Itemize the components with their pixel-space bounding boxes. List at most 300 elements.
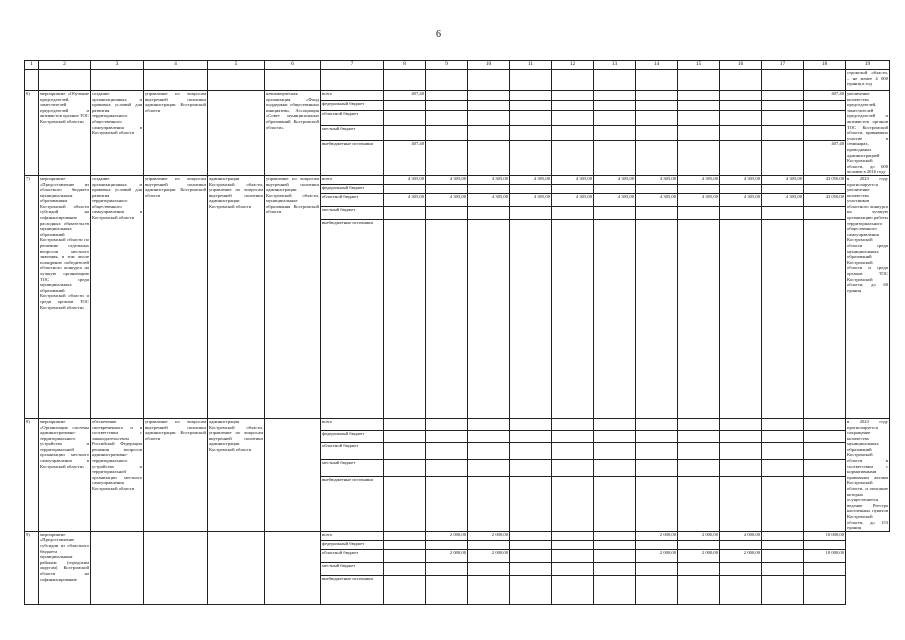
column-number: 8	[384, 61, 426, 70]
amount-cell	[510, 575, 552, 604]
amount-cell	[384, 575, 426, 604]
empty-cell	[762, 70, 804, 91]
amount-cell	[426, 184, 468, 193]
column-number: 14	[636, 61, 678, 70]
funding-source: федеральный бюджет	[321, 540, 384, 549]
amount-cell	[426, 540, 468, 549]
amount-cell: 2 000,00	[720, 531, 762, 540]
recipient: управление по вопросам внутренней политики администрации Костромской области, муниципальные образования Костромской области	[265, 175, 321, 418]
amount-cell	[426, 140, 468, 175]
amount-cell	[384, 549, 426, 562]
amount-cell: 4 305,00	[678, 175, 720, 184]
amount-cell: 4 305,00	[384, 193, 426, 206]
amount-cell	[636, 184, 678, 193]
amount-cell	[384, 418, 426, 430]
column-number: 5	[208, 61, 265, 70]
empty-cell	[144, 70, 208, 91]
amount-cell	[594, 126, 636, 141]
amount-cell: 2 000,00	[678, 549, 720, 562]
amount-cell	[426, 477, 468, 532]
amount-cell: 407,40	[384, 91, 426, 101]
amount-cell	[426, 219, 468, 418]
amount-cell	[510, 184, 552, 193]
amount-cell	[678, 418, 720, 430]
amount-cell	[804, 575, 846, 604]
amount-cell	[678, 111, 720, 126]
measure-name: мероприятие «Предоставление из областного бюджета муниципальным образованиям Костромской области субсидий на софинансирование расходных обязательств муниципальных образований Костромской области по решению отдельных вопросов местного значения, в том числе поощрение победителей областного конкурса на лучшую организацию ТОС среди муниципальных образований Костромской области и среди органов ТОС Костромской области»	[39, 175, 91, 418]
amount-cell	[426, 418, 468, 430]
amount-cell	[594, 442, 636, 459]
amount-cell	[594, 101, 636, 111]
amount-cell	[468, 460, 510, 477]
amount-cell	[636, 477, 678, 532]
measure-goal: обеспечение своевременного и в соответствии с законодательством Российской Федерации решения вопросов административно-территориального устройства и территориальной организации местного самоуправления Костромской области	[91, 418, 144, 531]
amount-cell	[762, 206, 804, 219]
amount-cell	[384, 126, 426, 141]
executor: управление по вопросам внутренней политики администрации Костромской области	[144, 418, 208, 531]
column-number: 3	[91, 61, 144, 70]
row7-line	[25, 175, 890, 184]
column-number: 17	[762, 61, 804, 70]
amount-cell	[804, 126, 846, 141]
amount-cell	[636, 91, 678, 101]
amount-cell	[384, 460, 426, 477]
amount-cell	[678, 184, 720, 193]
amount-cell	[636, 111, 678, 126]
funding-source: внебюджетные источники	[321, 575, 384, 604]
program-table	[24, 60, 890, 605]
amount-cell: 10 000,00	[804, 549, 846, 562]
amount-cell	[762, 418, 804, 430]
amount-cell	[510, 219, 552, 418]
funding-source: всего	[321, 531, 384, 540]
amount-cell	[678, 126, 720, 141]
expected-result: в 2023 году прогнозируется увеличение количества участников областного конкурса на лучшую организацию работы территориального общественного самоуправления Костромской области среди муниципальных образований Костромской области и среди органов ТОС Костромской области, до 60 единиц	[846, 175, 890, 418]
amount-cell	[762, 540, 804, 549]
amount-cell: 2 000,00	[720, 549, 762, 562]
amount-cell	[678, 101, 720, 111]
amount-cell	[678, 219, 720, 418]
amount-cell	[552, 575, 594, 604]
amount-cell	[804, 477, 846, 532]
amount-cell	[762, 111, 804, 126]
amount-cell	[762, 430, 804, 442]
empty-cell	[265, 70, 321, 91]
amount-cell	[510, 442, 552, 459]
amount-cell	[510, 460, 552, 477]
executor: управление по вопросам внутренней политики администрации Костромской области	[144, 91, 208, 176]
amount-cell	[552, 91, 594, 101]
column-number: 16	[720, 61, 762, 70]
amount-cell: 2 000,00	[468, 549, 510, 562]
funding-source: федеральный бюджет	[321, 184, 384, 193]
amount-cell	[720, 101, 762, 111]
empty-cell	[208, 70, 265, 91]
amount-cell	[594, 549, 636, 562]
amount-cell	[678, 430, 720, 442]
funding-source: местный бюджет	[321, 206, 384, 219]
amount-cell	[510, 206, 552, 219]
amount-cell	[678, 562, 720, 575]
amount-cell	[678, 442, 720, 459]
amount-cell	[720, 575, 762, 604]
amount-cell	[426, 575, 468, 604]
amount-cell	[678, 140, 720, 175]
amount-cell: 4 305,00	[720, 193, 762, 206]
amount-cell	[720, 418, 762, 430]
amount-cell	[636, 140, 678, 175]
funding-source: областной бюджет	[321, 111, 384, 126]
amount-cell	[762, 101, 804, 111]
amount-cell: 4 305,00	[678, 193, 720, 206]
amount-cell	[804, 540, 846, 549]
amount-cell: 4 305,00	[426, 193, 468, 206]
amount-cell	[762, 140, 804, 175]
amount-cell	[678, 91, 720, 101]
column-number: 12	[552, 61, 594, 70]
amount-cell	[594, 562, 636, 575]
amount-cell: 4 305,00	[636, 193, 678, 206]
measure-name: мероприятие «Обучение председателей, заместителей председателей и активистов органов ТОС Костромской области»	[39, 91, 91, 176]
amount-cell	[762, 460, 804, 477]
column-number: 6	[265, 61, 321, 70]
amount-cell	[468, 111, 510, 126]
amount-cell: 4 305,00	[552, 193, 594, 206]
amount-cell	[468, 206, 510, 219]
amount-cell	[804, 184, 846, 193]
amount-cell	[426, 101, 468, 111]
amount-cell	[384, 531, 426, 540]
amount-cell	[594, 540, 636, 549]
amount-cell	[762, 477, 804, 532]
coexecutor	[208, 531, 265, 604]
amount-cell	[636, 101, 678, 111]
empty-cell	[426, 70, 468, 91]
amount-cell	[384, 442, 426, 459]
amount-cell	[762, 575, 804, 604]
empty-cell	[594, 70, 636, 91]
column-number: 7	[321, 61, 384, 70]
amount-cell: 10 000,00	[804, 531, 846, 540]
amount-cell: 2 000,00	[426, 531, 468, 540]
amount-cell	[510, 140, 552, 175]
funding-source: федеральный бюджет	[321, 101, 384, 111]
empty-cell	[25, 70, 39, 91]
empty-cell	[720, 70, 762, 91]
empty-cell	[91, 70, 144, 91]
amount-cell	[804, 430, 846, 442]
funding-source: местный бюджет	[321, 126, 384, 141]
amount-cell	[678, 477, 720, 532]
amount-cell: 2 000,00	[636, 549, 678, 562]
funding-source: внебюджетные источники	[321, 140, 384, 175]
amount-cell	[594, 460, 636, 477]
amount-cell	[594, 219, 636, 418]
amount-cell	[762, 219, 804, 418]
amount-cell: 2 000,00	[468, 531, 510, 540]
amount-cell	[720, 477, 762, 532]
amount-cell	[594, 418, 636, 430]
amount-cell	[720, 140, 762, 175]
amount-cell	[804, 101, 846, 111]
amount-cell	[468, 540, 510, 549]
column-number: 18	[804, 61, 846, 70]
amount-cell	[594, 184, 636, 193]
amount-cell	[468, 91, 510, 101]
amount-cell	[594, 477, 636, 532]
amount-cell	[678, 460, 720, 477]
amount-cell	[510, 531, 552, 540]
amount-cell: 407,40	[804, 140, 846, 175]
coexecutor	[208, 91, 265, 176]
column-number: 11	[510, 61, 552, 70]
column-number: 4	[144, 61, 208, 70]
amount-cell	[510, 101, 552, 111]
amount-cell: 4 305,00	[510, 175, 552, 184]
amount-cell	[510, 418, 552, 430]
measure-goal: создание организационных и правовых условий для развития территориального общественного самоуправления в Костромской области	[91, 175, 144, 418]
amount-cell: 4 305,00	[720, 175, 762, 184]
amount-cell	[426, 91, 468, 101]
executor: управление по вопросам внутренней политики администрации Костромской области	[144, 175, 208, 418]
amount-cell	[552, 101, 594, 111]
amount-cell: 4 305,00	[594, 193, 636, 206]
amount-cell	[384, 184, 426, 193]
column-number: 15	[678, 61, 720, 70]
amount-cell: 4 305,00	[384, 175, 426, 184]
empty-cell	[321, 70, 384, 91]
column-number: 19	[846, 61, 890, 70]
amount-cell	[636, 562, 678, 575]
amount-cell: 43 050,00	[804, 175, 846, 184]
amount-cell	[552, 126, 594, 141]
expected-result: увеличение количества председателей, заместителей председателей и активистов органов ТОС Костромской области, принявших участие в семинарах, проводимых администрацией Костромской области, до 600 человек в 2016 году	[847, 91, 888, 175]
amount-cell	[720, 91, 762, 101]
amount-cell	[510, 477, 552, 532]
amount-cell	[552, 418, 594, 430]
amount-cell	[678, 540, 720, 549]
amount-cell	[594, 91, 636, 101]
amount-cell	[426, 562, 468, 575]
amount-cell	[510, 91, 552, 101]
amount-cell	[804, 562, 846, 575]
empty-cell	[636, 70, 678, 91]
measure-name: мероприятие «Организация системы административно-территориального устройства и территориальной организации местного самоуправления в Костромской области»	[39, 418, 91, 531]
amount-cell	[720, 430, 762, 442]
amount-cell	[720, 126, 762, 141]
funding-source: областной бюджет	[321, 193, 384, 206]
amount-cell	[510, 540, 552, 549]
amount-cell	[468, 140, 510, 175]
amount-cell	[552, 531, 594, 540]
amount-cell	[468, 477, 510, 532]
amount-cell	[594, 575, 636, 604]
amount-cell	[720, 562, 762, 575]
amount-cell: 2 000,00	[636, 531, 678, 540]
amount-cell	[804, 111, 846, 126]
column-number: 9	[426, 61, 468, 70]
amount-cell: 4 305,00	[510, 193, 552, 206]
row-number: 8)	[25, 418, 39, 531]
amount-cell	[804, 219, 846, 418]
amount-cell: 4 305,00	[468, 193, 510, 206]
amount-cell	[384, 430, 426, 442]
amount-cell	[720, 540, 762, 549]
amount-cell	[384, 477, 426, 532]
row-number: 6)	[25, 91, 39, 176]
amount-cell	[552, 460, 594, 477]
amount-cell	[552, 111, 594, 126]
amount-cell	[552, 540, 594, 549]
coexecutor: администрация Костромской области, управление по вопросам внутренней политики администрации Костромской области	[208, 175, 265, 418]
column-number: 2	[39, 61, 91, 70]
empty-cell	[39, 70, 91, 91]
page-number: 6	[436, 29, 441, 40]
amount-cell	[594, 430, 636, 442]
amount-cell	[636, 206, 678, 219]
amount-cell	[720, 111, 762, 126]
amount-cell	[468, 418, 510, 430]
amount-cell	[762, 184, 804, 193]
amount-cell	[636, 575, 678, 604]
amount-cell	[678, 206, 720, 219]
coexecutor: администрация Костромской области, управление по вопросам внутренней политики администрации Костромской области	[208, 418, 265, 531]
amount-cell	[804, 418, 846, 430]
amount-cell	[762, 531, 804, 540]
row-number: 7)	[25, 175, 39, 418]
column-number: 13	[594, 61, 636, 70]
amount-cell	[678, 575, 720, 604]
funding-source: областной бюджет	[321, 549, 384, 562]
empty-cell	[468, 70, 510, 91]
amount-cell	[594, 111, 636, 126]
amount-cell	[552, 140, 594, 175]
measure-goal: создание организационных и правовых условий для развития территориального общественного самоуправления в Костромской области	[91, 91, 144, 176]
amount-cell	[636, 219, 678, 418]
recipient: некоммерческая организация «Фонд поддержки общественных инициатив», Ассоциация «Совет муниципальных образований Костромской области»	[265, 91, 321, 176]
amount-cell	[552, 219, 594, 418]
amount-cell	[468, 430, 510, 442]
funding-source: местный бюджет	[321, 460, 384, 477]
amount-cell	[636, 460, 678, 477]
funding-source: внебюджетные источники	[321, 477, 384, 532]
row8-line	[25, 418, 890, 430]
amount-cell	[552, 549, 594, 562]
amount-cell	[720, 219, 762, 418]
amount-cell	[720, 460, 762, 477]
executor	[144, 531, 208, 604]
amount-cell	[804, 206, 846, 219]
amount-cell	[468, 562, 510, 575]
amount-cell	[552, 562, 594, 575]
amount-cell	[762, 442, 804, 459]
measure-name: мероприятие «Предоставление субсидии из областного бюджета муниципальным районам (городским округам) Костромской области на софинансирование	[39, 531, 91, 604]
amount-cell	[762, 562, 804, 575]
amount-cell	[468, 575, 510, 604]
amount-cell	[552, 430, 594, 442]
amount-cell	[510, 111, 552, 126]
amount-cell	[468, 101, 510, 111]
column-number: 1	[25, 61, 39, 70]
amount-cell: 4 305,00	[594, 175, 636, 184]
amount-cell	[636, 418, 678, 430]
amount-cell	[510, 430, 552, 442]
empty-cell	[384, 70, 426, 91]
amount-cell	[468, 442, 510, 459]
amount-cell: 2 000,00	[678, 531, 720, 540]
amount-cell	[468, 184, 510, 193]
amount-cell	[720, 442, 762, 459]
amount-cell	[720, 206, 762, 219]
amount-cell: 2 000,00	[426, 549, 468, 562]
amount-cell: 407,40	[804, 91, 846, 101]
recipient	[265, 418, 321, 531]
funding-source: внебюджетные источники	[321, 219, 384, 418]
amount-cell	[426, 206, 468, 219]
amount-cell	[384, 101, 426, 111]
funding-source: местный бюджет	[321, 562, 384, 575]
amount-cell	[552, 206, 594, 219]
amount-cell: 4 305,00	[636, 175, 678, 184]
amount-cell: 43 050,00	[804, 193, 846, 206]
amount-cell	[384, 562, 426, 575]
column-number: 10	[468, 61, 510, 70]
funding-source: областной бюджет	[321, 442, 384, 459]
amount-cell	[804, 460, 846, 477]
funding-source: федеральный бюджет	[321, 430, 384, 442]
empty-cell	[804, 70, 846, 91]
amount-cell	[594, 206, 636, 219]
amount-cell	[426, 126, 468, 141]
amount-cell	[468, 126, 510, 141]
amount-cell	[552, 477, 594, 532]
amount-cell	[636, 126, 678, 141]
amount-cell: 4 305,00	[552, 175, 594, 184]
amount-cell	[636, 540, 678, 549]
measure-goal	[91, 531, 144, 604]
row9-line	[25, 531, 890, 540]
header-row	[25, 61, 890, 70]
amount-cell	[720, 184, 762, 193]
amount-cell	[426, 442, 468, 459]
amount-cell	[426, 430, 468, 442]
row6-line	[25, 91, 890, 101]
empty-cell	[510, 70, 552, 91]
amount-cell	[510, 126, 552, 141]
amount-cell	[510, 549, 552, 562]
funding-source: всего	[321, 418, 384, 430]
amount-cell	[636, 442, 678, 459]
amount-cell	[510, 562, 552, 575]
expected-result: в 2023 году прогнозируется сокращение количества муниципальных образований Костромской области в соответствии с нормативными правовыми актами Костромской области, и описание которых осуществляется ведение Реестра населенных пунктов Костромской области, до 153 единиц	[847, 418, 888, 531]
amount-cell	[594, 531, 636, 540]
continuation-row	[25, 70, 890, 91]
amount-cell	[384, 206, 426, 219]
amount-cell	[384, 540, 426, 549]
amount-cell	[468, 219, 510, 418]
amount-cell	[762, 549, 804, 562]
funding-source: всего	[321, 91, 384, 101]
empty-cell	[552, 70, 594, 91]
amount-cell	[552, 184, 594, 193]
amount-cell: 4 305,00	[426, 175, 468, 184]
amount-cell	[384, 219, 426, 418]
amount-cell: 407,40	[384, 140, 426, 175]
amount-cell	[426, 111, 468, 126]
amount-cell	[762, 91, 804, 101]
funding-source: всего	[321, 175, 384, 184]
empty-cell	[678, 70, 720, 91]
